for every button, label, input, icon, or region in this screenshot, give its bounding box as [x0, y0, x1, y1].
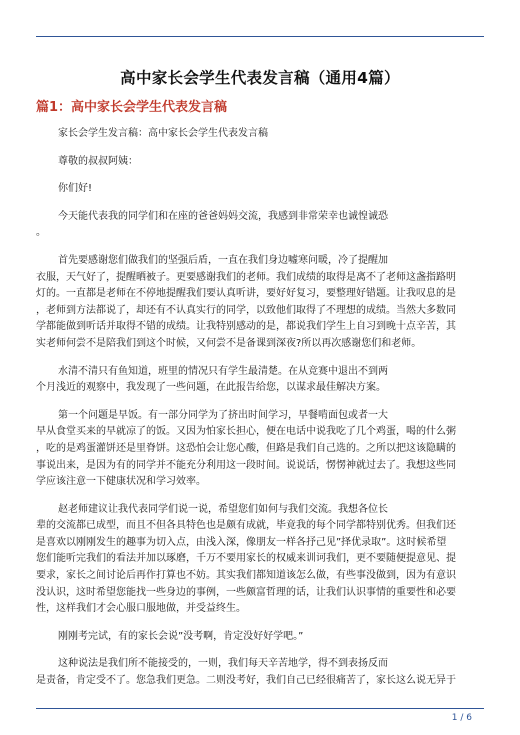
text-line: 实老师何尝不是陪我们到这个时候，又何尝不是备课到深夜?所以再次感谢您们和老师。 [36, 337, 422, 349]
text-line: 赵老师建议让我代表同学们说一说，希望您们如何与我们交流。我想各位长 [58, 503, 388, 515]
header-rule [36, 36, 484, 37]
text-line: 性，这样我们才会心服口服地做，并受益终生。 [36, 603, 246, 615]
text-line: 个月浅近的观察中，我发现了一些问题，在此报告给您，以谋求最佳解决方案。 [36, 382, 386, 394]
text-line: 第一个问题是早饭。有一部分同学为了挤出时间学习，早餐啃面包或者一大 [58, 409, 388, 421]
text-line: 学都能做到听话并取得不错的成绩。让我特别感动的是，都说我们学生上自习到晚十点辛苦，其 [36, 321, 456, 333]
text-line: 没认识，这时希望您能找一些身边的事例，一些颇富哲理的话，让我们认识事情的重要性和必要 [36, 586, 456, 598]
paragraph [36, 126, 484, 143]
paragraph [36, 364, 484, 397]
text-line: 首先要感谢您们做我们的坚强后盾，一直在我们身边嘘寒问暖，冷了提醒加 [58, 254, 388, 266]
footer-rule [36, 708, 484, 709]
section-heading: 篇1：高中家长会学生代表发言稿 [36, 100, 228, 115]
text-line: 家长会学生发言稿：高中家长会学生代表发言稿 [58, 128, 268, 139]
text-line: ，老师到方法都说了，却还有不认真实行的同学，以致他们取得了不理想的成绩。当然大多数同 [36, 304, 456, 316]
text-line: 事说出来，是因为有的同学并不能充分利用这一段时间。说说话，愣愣神就过去了。我想这些同 [36, 459, 456, 471]
text-line: 灯的。一直都是老师在不停地提醒我们要认真听讲，要好好复习，要整理好错题。让我叹息的是 [36, 288, 456, 300]
text-line: 衣服，天气好了，提醒晒被子。更要感谢我们的老师。我们成绩的取得是离不了老师这盏指路明 [36, 271, 456, 283]
text-line: 要求，家长之间讨论后再作打算也不妨。其实我们都知道该怎么做，有些事没做到，因为有意识 [36, 570, 456, 582]
text-line: 今天能代表我的同学们和在座的爸爸妈妈交流，我感到非常荣幸也诚惶诚恐 [58, 210, 388, 222]
text-line: 刚刚考完试，有的家长会说”没考啊，肯定没好好学吧。” [58, 630, 304, 642]
paragraph [36, 181, 484, 198]
text-line: 是责备，肯定受不了。您急我们更急。二则没考好，我们自己已经很痛苦了，家长这么说无异于 [36, 675, 456, 687]
document-title: 高中家长会学生代表发言稿（通用4篇） [120, 69, 400, 87]
page-indicator: 1 / 6 [451, 713, 472, 723]
text-line: 您们能听完我们的看法并加以琢磨，千万不要用家长的权威来训诃我们，更不要随便提意见、提 [36, 553, 456, 565]
paragraph [36, 253, 484, 353]
text-line: 这种说法是我们所不能接受的，一则，我们每天辛苦地学，得不到表扬反而 [58, 658, 388, 670]
paragraph [36, 408, 484, 491]
paragraph [36, 209, 484, 242]
text-line: 你们好! [58, 183, 93, 195]
text-line: 。 [36, 227, 46, 239]
paragraph [36, 629, 484, 646]
text-line: 是喜欢以刚刚发生的趣事为切入点，由浅入深，像朋友一样各抒己见”择优录取”。这时候希望 [36, 536, 447, 548]
text-line: 尊敬的叔叔阿姨： [58, 155, 138, 167]
text-line: 水清不清只有鱼知道，班里的情况只有学生最清楚。在从竞赛中退出不到两 [58, 365, 388, 377]
paragraph [36, 656, 484, 689]
text-line: 学应该注意一下健康状况和学习效率。 [36, 476, 206, 488]
text-line: ，吃的是鸡蛋灌饼还是里脊饼。这恐怕会让您心酸，但路是我们自己选的。之所以把这该隐瞒的 [36, 442, 456, 454]
document-body [36, 126, 484, 701]
paragraph [36, 154, 484, 171]
paragraph [36, 502, 484, 618]
text-line: 辈的交流都已成型，而且不但各具特色也是颇有成就，毕竟我的每个同学都特别优秀。但我们还 [36, 520, 456, 532]
text-line: 早从食堂买来的早就凉了的饭。又因为怕家长担心，便在电话中说我吃了几个鸡蛋，喝的什么粥 [36, 426, 456, 438]
